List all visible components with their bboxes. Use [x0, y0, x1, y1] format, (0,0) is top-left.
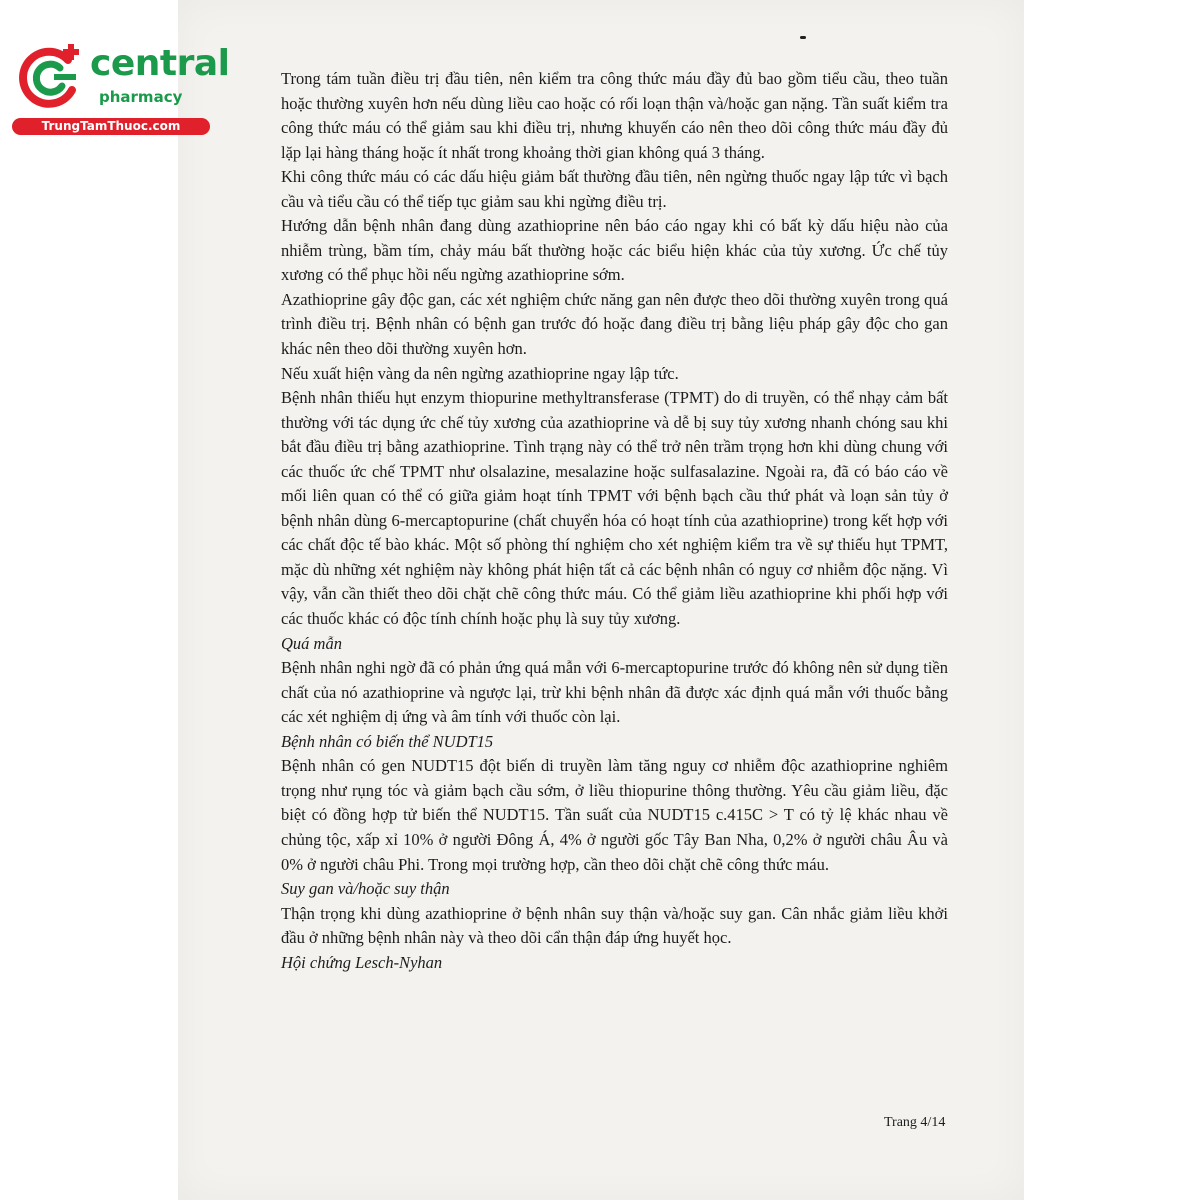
- paragraph-9: Thận trọng khi dùng azathioprine ở bệnh nhân suy thận và/hoặc suy gan. Cân nhắc giảm liều khởi đầu ở những bệnh nhân này và theo dõi cẩn thận đáp ứng huyết học.: [281, 903, 948, 948]
- logo-url-banner: TrungTamThuoc.com: [12, 118, 210, 135]
- paragraph-8: Bệnh nhân có gen NUDT15 đột biến di truyền làm tăng nguy cơ nhiễm độc azathioprine nghiêm trọng như rụng tóc và giảm bạch cầu sớm, ở liều thiopurine thông thường. Yêu cầu giảm liều, đặc biệt có đồng hợp tử biến thể NUDT15. Tần suất của NUDT15 c.415C > T có tỷ lệ khác nhau về chủng tộc, xấp xỉ 10% ở người Đông Á, 4% ở người gốc Tây Ban Nha, 0,2% ở người châu Âu và 0% ở người châu Phi. Trong mọi trường hợp, cần theo dõi chặt chẽ công thức máu.: [281, 756, 948, 874]
- section-heading-hepatic-renal: Suy gan và/hoặc suy thận: [281, 879, 450, 899]
- document-body: [281, 67, 948, 975]
- page-number: Trang 4/14: [884, 1115, 946, 1130]
- paragraph-6: Bệnh nhân thiếu hụt enzym thiopurine methyltransferase (TPMT) do di truyền, có thể nhạy cảm bất thường với tác dụng ức chế tủy xương của azathioprine và dễ bị suy tủy xương nhanh chóng sau khi bắt đầu điều trị bằng azathioprine. Tình trạng này có thể trở nên trầm trọng hơn khi dùng chung với các thuốc ức chế TPMT như olsalazine, mesalazine hoặc sulfasalazine. Ngoài ra, đã có báo cáo về mối liên quan có thể có giữa giảm hoạt tính TPMT với bệnh bạch cầu thứ phát và loạn sản tủy ở bệnh nhân dùng 6-mercaptopurine (chất chuyển hóa có hoạt tính của azathioprine) trong kết hợp với các chất độc tế bào khác. Một số phòng thí nghiệm cho xét nghiệm kiểm tra về sự thiếu hụt TPMT, mặc dù những xét nghiệm này không phát hiện tất cả các bệnh nhân có nguy cơ nhiễm độc nặng. Vì vậy, vẫn cần thiết theo dõi chặt chẽ công thức máu. Có thể giảm liều azathioprine khi phối hợp với các thuốc khác có độc tính chính hoặc phụ là suy tủy xương.: [281, 388, 948, 629]
- central-pharmacy-logo-icon: [10, 38, 90, 118]
- logo-sub-text: pharmacy: [99, 88, 183, 106]
- scan-speck: [800, 36, 806, 39]
- paragraph-7: Bệnh nhân nghi ngờ đã có phản ứng quá mẫn với 6-mercaptopurine trước đó không nên sử dụng tiền chất của nó azathioprine và ngược lại, trừ khi bệnh nhân đã được xác định quá mẫn với thuốc bằng các xét nghiệm dị ứng và âm tính với thuốc còn lại.: [281, 658, 948, 727]
- paragraph-3: Hướng dẫn bệnh nhân đang dùng azathioprine nên báo cáo ngay khi có bất kỳ dấu hiệu nào của nhiễm trùng, bầm tím, chảy máu bất thường hoặc các biểu hiện khác của tủy xương. Ức chế tủy xương có thể phục hồi nếu ngừng azathioprine sớm.: [281, 216, 948, 285]
- section-heading-lesch-nyhan: Hội chứng Lesch-Nyhan: [281, 952, 443, 972]
- section-heading-nudt15: Bệnh nhân có biến thể NUDT15: [281, 731, 494, 751]
- logo-brand-text: central: [90, 43, 230, 84]
- paragraph-1: Trong tám tuần điều trị đầu tiên, nên kiểm tra công thức máu đầy đủ bao gồm tiểu cầu, theo tuần hoặc thường xuyên hơn nếu dùng liều cao hoặc có rối loạn thận và/hoặc gan nặng. Tần suất kiểm tra công thức máu có thể giảm sau khi điều trị, nhưng khuyến cáo nên theo dõi công thức máu đầy đủ lặp lại hàng tháng hoặc ít nhất trong khoảng thời gian không quá 3 tháng.: [281, 69, 948, 162]
- paragraph-2: Khi công thức máu có các dấu hiệu giảm bất thường đầu tiên, nên ngừng thuốc ngay lập tức vì bạch cầu và tiểu cầu có thể tiếp tục giảm sau khi ngừng điều trị.: [281, 167, 948, 211]
- paragraph-4: Azathioprine gây độc gan, các xét nghiệm chức năng gan nên được theo dõi thường xuyên trong quá trình điều trị. Bệnh nhân có bệnh gan trước đó hoặc đang điều trị bằng liệu pháp gây độc cho gan khác nên theo dõi thường xuyên hơn.: [281, 289, 948, 359]
- paragraph-5: Nếu xuất hiện vàng da nên ngừng azathioprine ngay lập tức.: [281, 363, 679, 383]
- section-heading-hypersensitivity: Quá mẫn: [281, 633, 342, 653]
- central-pharmacy-logo: [10, 38, 230, 138]
